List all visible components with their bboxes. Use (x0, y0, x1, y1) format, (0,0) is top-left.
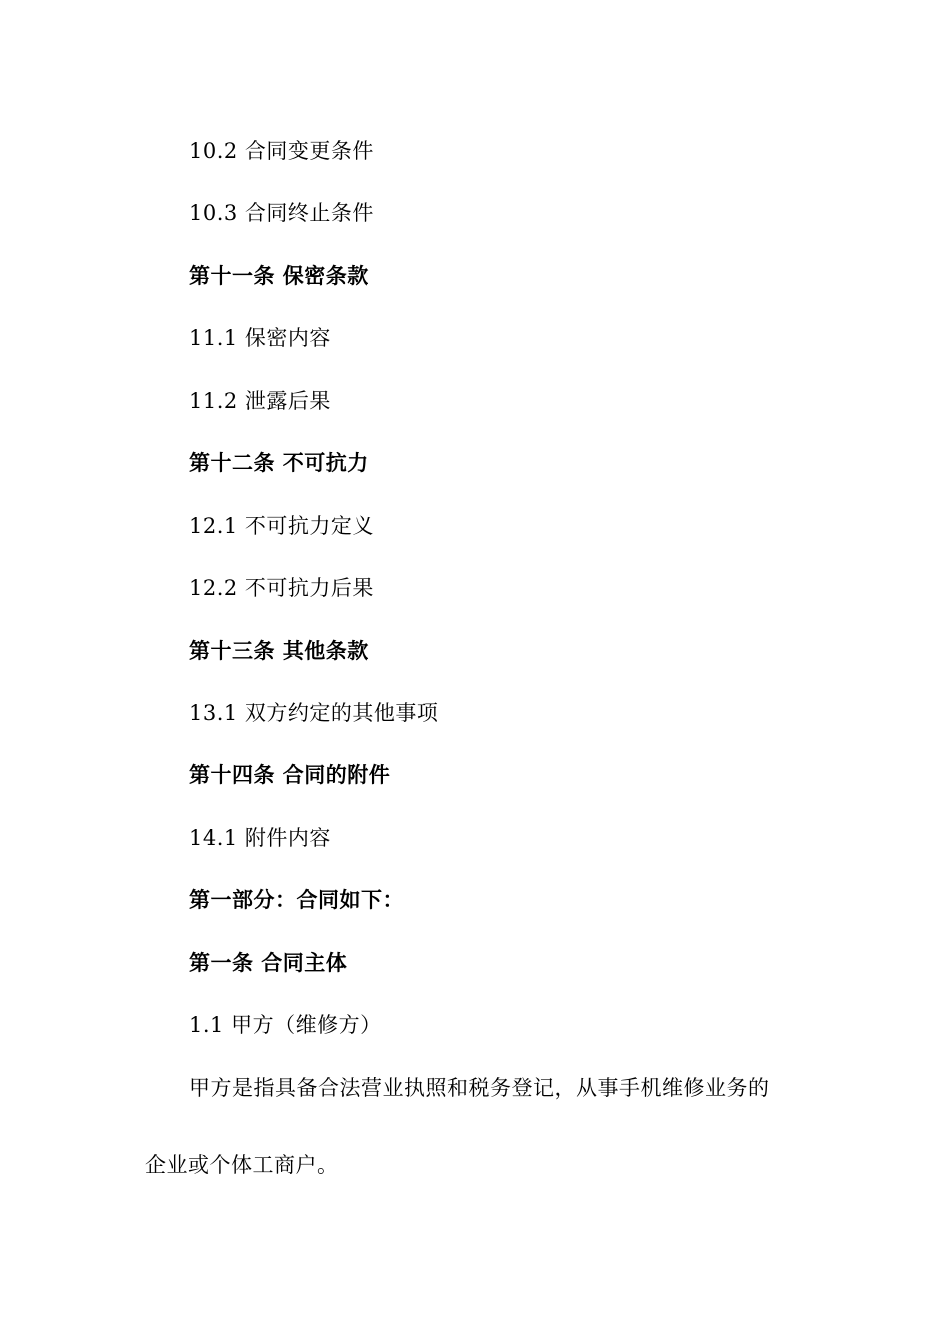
clause-11-2: 11.2 泄露后果 (189, 389, 331, 413)
paragraph-party-a-definition: 甲方是指具备合法营业执照和税务登记，从事手机维修业务的 (189, 1076, 770, 1100)
paragraph-party-a-definition-continued: 企业或个体工商户。 (145, 1153, 339, 1177)
clause-12-1: 12.1 不可抗力定义 (189, 514, 374, 538)
article-14-heading: 第十四条 合同的附件 (189, 763, 391, 787)
clause-12-2: 12.2 不可抗力后果 (189, 576, 374, 600)
clause-10-2: 10.2 合同变更条件 (189, 139, 374, 163)
article-11-heading: 第十一条 保密条款 (189, 264, 369, 288)
clause-13-1: 13.1 双方约定的其他事项 (189, 701, 439, 725)
article-1-heading: 第一条 合同主体 (189, 951, 348, 975)
clause-1-1: 1.1 甲方（维修方） (189, 1013, 382, 1037)
clause-10-3: 10.3 合同终止条件 (189, 201, 374, 225)
clause-14-1: 14.1 附件内容 (189, 826, 331, 850)
article-12-heading: 第十二条 不可抗力 (189, 451, 369, 475)
clause-11-1: 11.1 保密内容 (189, 326, 331, 350)
part-one-heading: 第一部分：合同如下： (189, 888, 404, 912)
article-13-heading: 第十三条 其他条款 (189, 639, 369, 663)
